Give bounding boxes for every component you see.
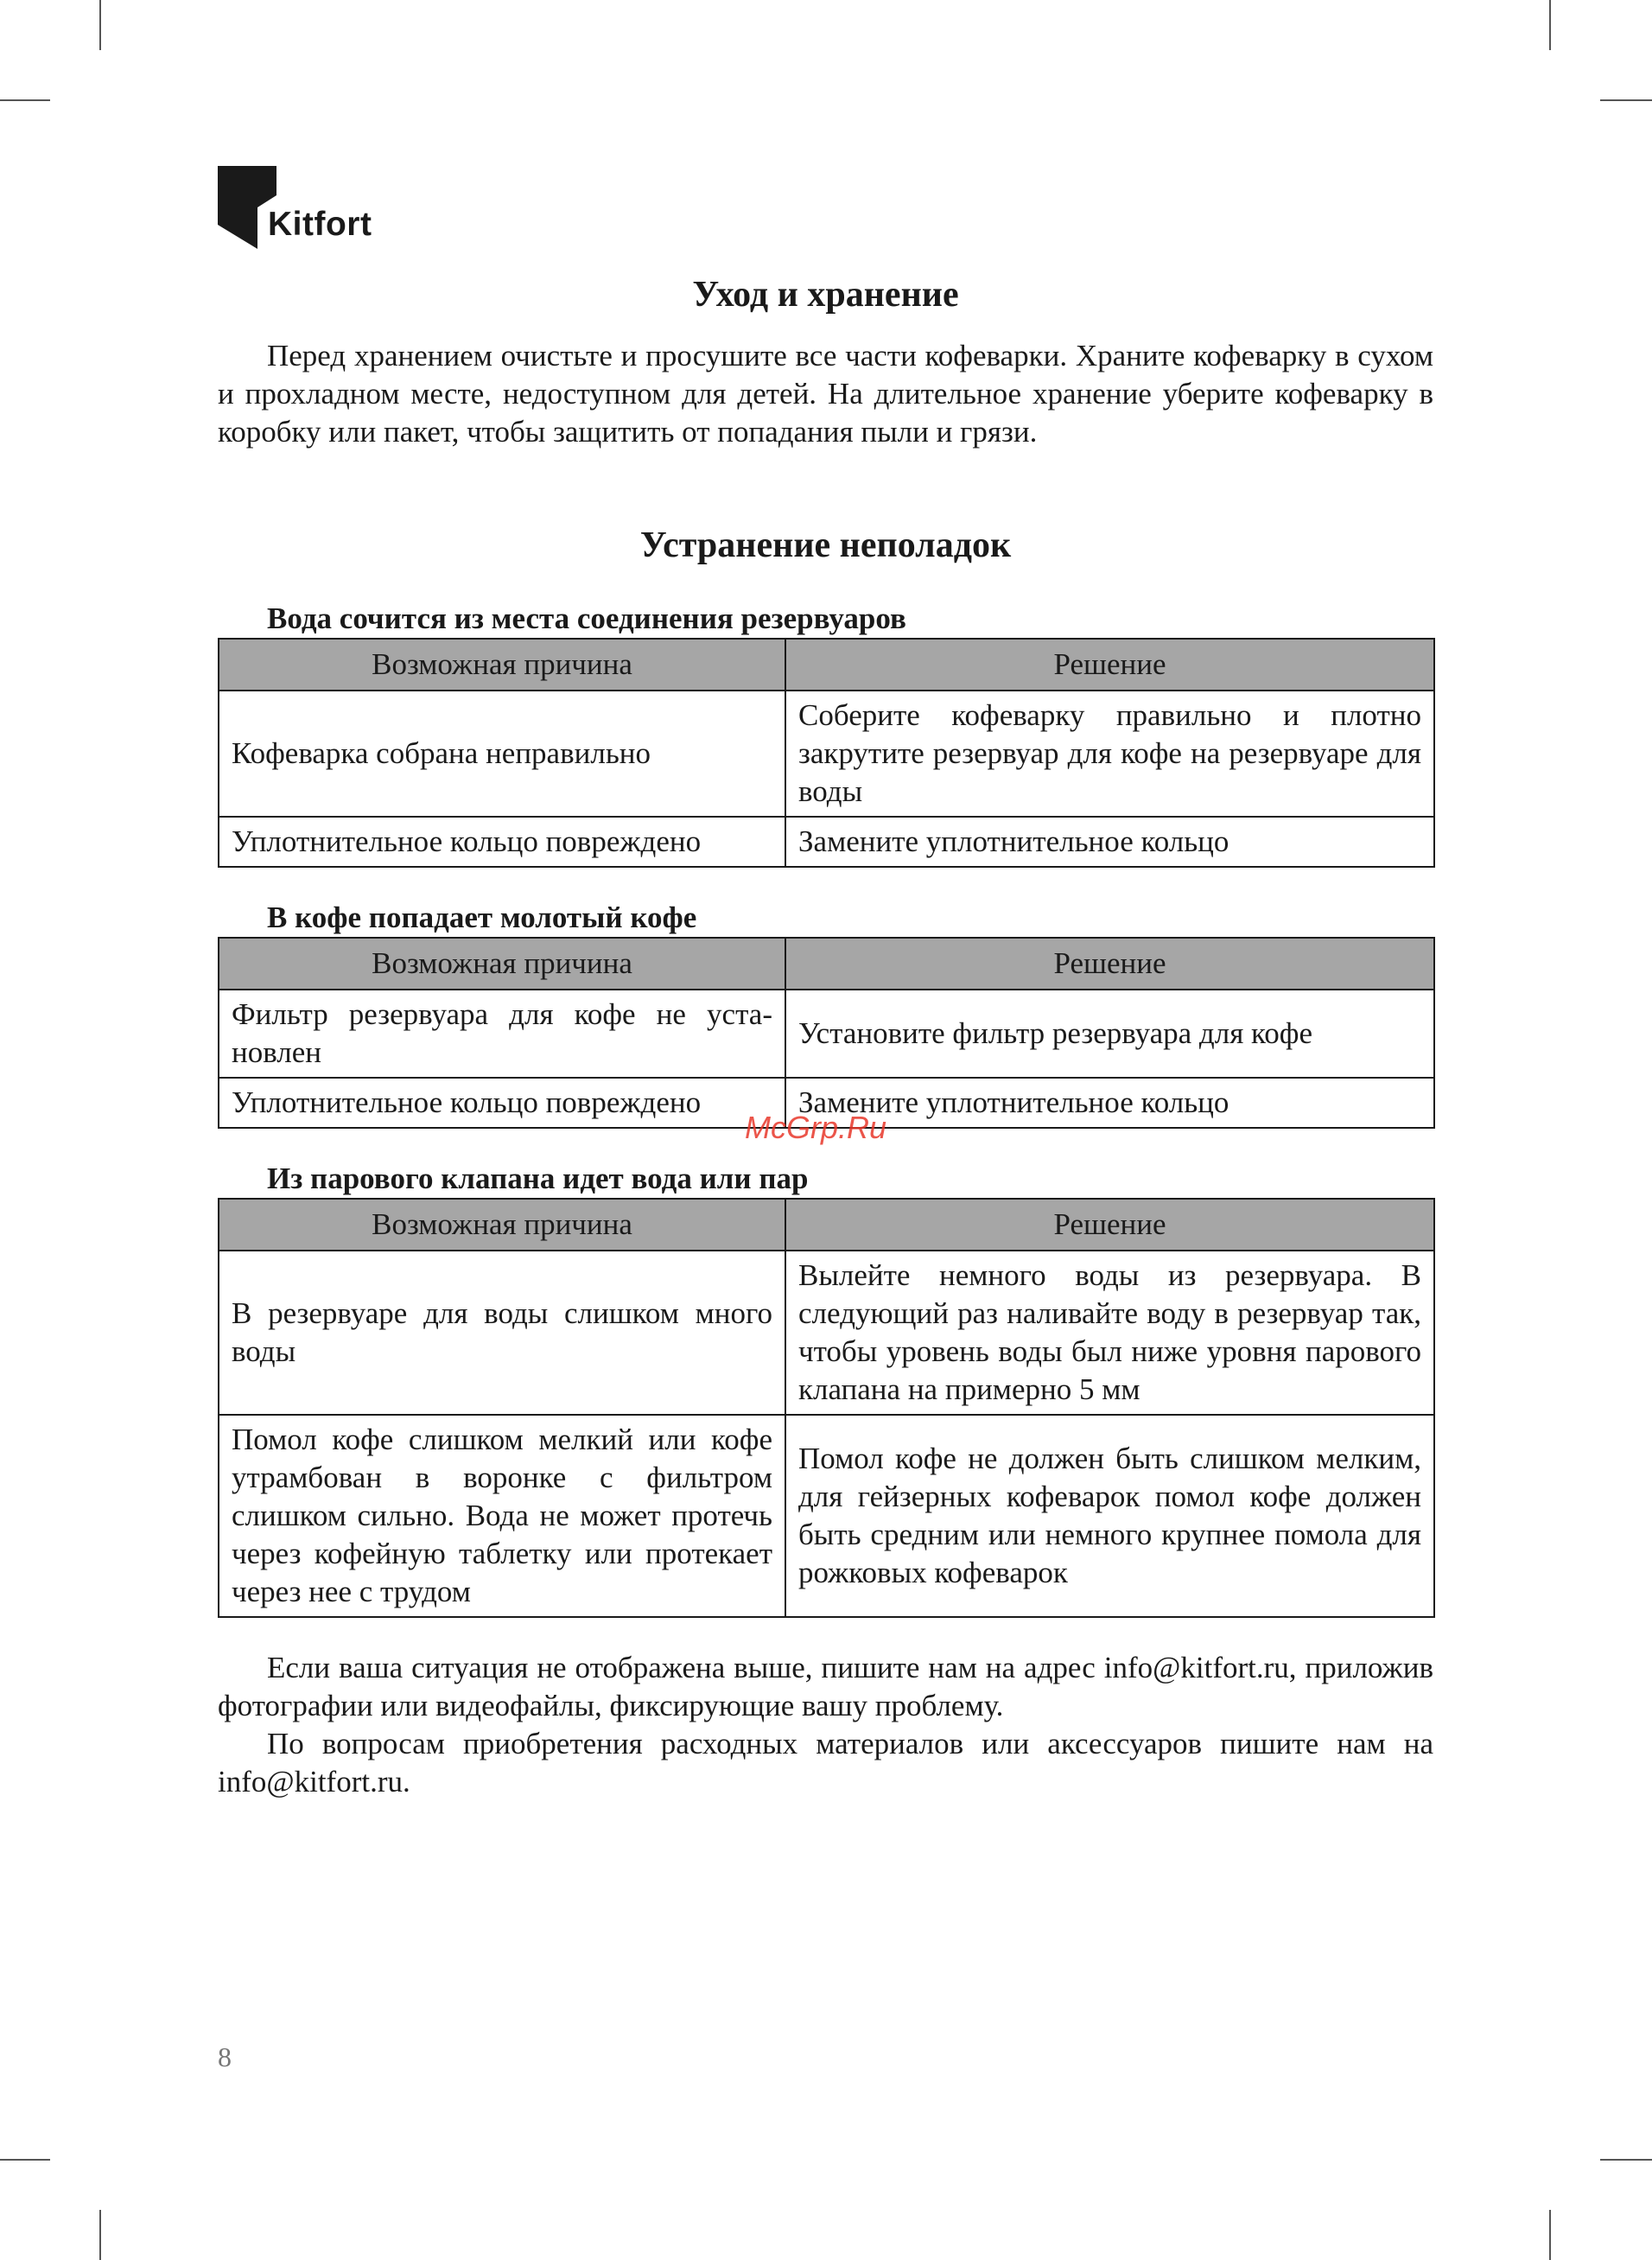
crop-mark (0, 99, 50, 101)
table-row (219, 990, 1434, 1078)
contact-note: Если ваша ситуация не отображена выше, пишите нам на адрес info@kitfort.ru, приложив фотографии или видеофайлы, фиксирующие вашу проблему. (218, 1651, 1433, 1722)
table-header-row (219, 938, 1434, 990)
cause-cell: Кофеварка собрана неправильно (219, 691, 785, 817)
section-heading: В кофе попадает молотый кофе (267, 901, 697, 934)
cause-cell: В резервуаре для воды слишком много воды (219, 1251, 785, 1415)
table-row (219, 817, 1434, 867)
troubleshooting-title: Устранение неполадок (639, 525, 1012, 565)
crop-mark (1549, 2210, 1551, 2260)
column-header-solution: Решение (785, 639, 1434, 691)
solution-cell: Соберите кофеварку правильно и плотно закрутите резервуар для кофе на резервуаре для воды (785, 691, 1434, 817)
section-heading: Вода сочится из места соединения резервуаров (267, 602, 906, 635)
table-header-row (219, 639, 1434, 691)
column-header-solution: Решение (785, 938, 1434, 990)
care-title: Уход и хранение (692, 275, 959, 315)
kitfort-logo (218, 166, 391, 252)
accessories-note: По вопросам приобретения расходных материалов или аксессуаров пишите нам на info@kitfort.ru. (218, 1727, 1433, 1798)
care-section (218, 273, 1433, 451)
crop-mark (0, 2159, 50, 2161)
table-row (219, 691, 1434, 817)
cause-cell: Уплотнительное кольцо повреждено (219, 817, 785, 867)
crop-mark (99, 0, 101, 50)
column-header-solution: Решение (785, 1199, 1434, 1251)
page-number: 8 (218, 2041, 232, 2072)
troubleshooting-table (218, 937, 1435, 1129)
column-header-cause: Возможная причина (219, 1199, 785, 1251)
table-row (219, 1251, 1434, 1415)
cause-cell: Фильтр резервуара для кофе не установлен (219, 990, 785, 1078)
troubleshooting-table (218, 638, 1435, 868)
solution-cell: Помол кофе не должен быть слишком мелким, для гейзерных кофеварок помол кофе должен быть средним или немного крупнее помола для рожковых кофеварок (785, 1415, 1434, 1617)
column-header-cause: Возможная причина (219, 938, 785, 990)
crop-mark (1600, 2159, 1652, 2161)
solution-cell: Замените уплотнительное кольцо (785, 1078, 1434, 1128)
solution-cell: Вылейте немного воды из резервуара. В следующий раз наливайте воду в резервуар так, чтобы уровень воды был ниже уровня парового клапана на примерно 5 мм (785, 1251, 1434, 1415)
crop-mark (1600, 99, 1652, 101)
crop-mark (1549, 0, 1551, 50)
troubleshooting-table (218, 1198, 1435, 1618)
table-header-row (219, 1199, 1434, 1251)
section-heading: Из парового клапана идет вода или пар (267, 1162, 809, 1195)
table-row (219, 1415, 1434, 1617)
solution-cell: Установите фильтр резервуара для кофе (785, 990, 1434, 1078)
column-header-cause: Возможная причина (219, 639, 785, 691)
solution-cell: Замените уплотнительное кольцо (785, 817, 1434, 867)
care-text: Перед хранением очистьте и просушите все части кофеварки. Храните кофеварку в сухом и прохладном месте, недоступном для детей. На длительное хранение уберите кофеварку в коробку или пакет, чтобы защитить от попадания пыли и грязи. (218, 339, 1433, 449)
brand-name: Kitfort (268, 206, 372, 243)
troubleshooting-section (218, 524, 1433, 1801)
crop-mark (99, 2210, 101, 2260)
cause-cell: Уплотнительное кольцо повреждено (219, 1078, 785, 1128)
cause-cell: Помол кофе слишком мелкий или кофе утрамбован в воронке с фильтром слишком сильно. Вода не может протечь через кофейную таблетку или протекает через нее с трудом (219, 1415, 785, 1617)
watermark: McGrp.Ru (745, 1110, 887, 1145)
